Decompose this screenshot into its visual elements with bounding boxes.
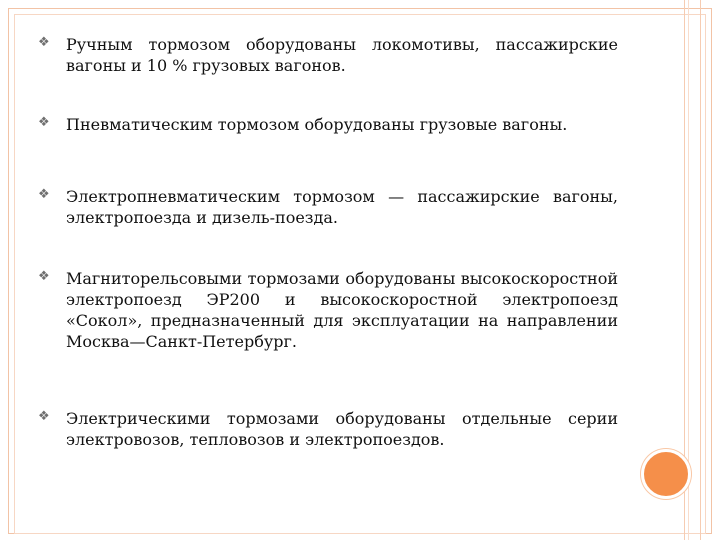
list-item-text: Пневматическим тормозом оборудованы грузовые вагоны. <box>66 115 568 134</box>
list-item-text: Электропневматическим тормозом — пассажирские вагоны, электропоезда и дизель-поезда. <box>66 187 618 227</box>
list-item-text: Магниторельсовыми тормозами оборудованы высокоскоростной электропоезд ЭР200 и высокоскоростной электропоезд «Сокол», предназначенный для эксплуатации на направлении Москва—Санкт-Петербург. <box>66 269 618 351</box>
decorative-circle <box>641 449 691 499</box>
diamond-bullet-icon: ❖ <box>38 115 50 130</box>
list-item <box>38 268 618 352</box>
diamond-bullet-icon: ❖ <box>38 269 50 284</box>
list-item <box>38 114 618 135</box>
list-item-text: Ручным тормозом оборудованы локомотивы, пассажирские вагоны и 10 % грузовых вагонов. <box>66 35 618 75</box>
right-border-line-2 <box>688 0 689 540</box>
diamond-bullet-icon: ❖ <box>38 187 50 202</box>
right-border-line-3 <box>700 0 701 540</box>
diamond-bullet-icon: ❖ <box>38 409 50 424</box>
list-item <box>38 186 618 228</box>
diamond-bullet-icon: ❖ <box>38 35 50 50</box>
list-item <box>38 34 618 76</box>
list-item <box>38 408 618 450</box>
list-item-text: Электрическими тормозами оборудованы отдельные серии электровозов, тепловозов и электропоездов. <box>66 409 618 449</box>
